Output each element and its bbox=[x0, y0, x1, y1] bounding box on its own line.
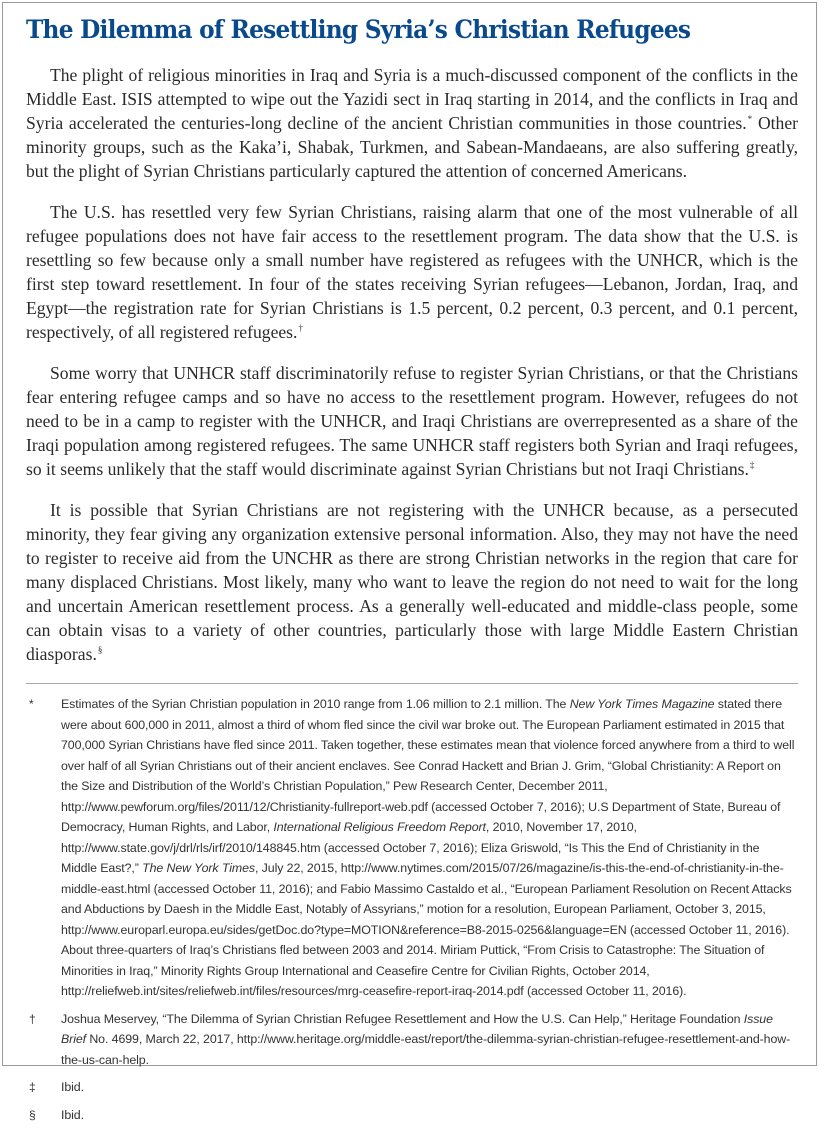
paragraph bbox=[26, 63, 798, 183]
footnote-segment: stated there were about 600,000 in 2011, almost a third of whom fled since the civil war broke out. The European Parliament estimated in 2015 that 700,000 Syrian Christians have fled since 2011. Taken together, these estimates mean that violence forced anywhere from a third to well over half of all Syrian Christians out of their ancient enclaves. See Conrad Hackett and Brian J. Grim, “Global Christianity: A Report on the Size and Distribution of the World’s Christian Population,” Pew Research Center, December 2011, http://www.pewforum.org/files/2011/12/Christianity-fullreport-web.pdf (accessed October 7, 2016); U.S Department of State, Bureau of Democracy, Human Rights, and Labor, bbox=[61, 697, 795, 834]
footnote-mark: § bbox=[29, 1107, 36, 1122]
footnote bbox=[26, 1009, 798, 1071]
footnote-text bbox=[61, 694, 798, 1002]
footnote-segment: Joshua Meservey, “The Dilemma of Syrian Christian Refugee Resettlement and How the U.S. Can Help,” Heritage Foundation bbox=[61, 1011, 744, 1026]
body-text bbox=[26, 63, 798, 666]
page-title: The Dilemma of Resettling Syria’s Christian Refugees bbox=[26, 15, 691, 44]
footnote-mark: † bbox=[29, 1011, 36, 1026]
footnote-text bbox=[61, 1077, 798, 1098]
footnote-text bbox=[61, 1105, 798, 1126]
footnote-text bbox=[61, 1009, 798, 1071]
paragraph-text: It is possible that Syrian Christians are not registering with the UNHCR because, as a persecuted minority, they fear giving any organization extensive personal information. Also, they may not have the need to register to receive aid from the UNCHR as there are strong Christian networks in the region that care for many displaced Christians. Most likely, many who want to leave the region do not need to wait for the long and uncertain American resettlement process. As a generally well-educated and middle-class people, some can obtain visas to a variety of other countries, particularly those with large Middle Eastern Christian diasporas. bbox=[26, 500, 798, 664]
footnotes bbox=[26, 694, 798, 1125]
footnote-segment: , July 22, 2015, http://www.nytimes.com/2015/07/26/magazine/is-this-the-end-of-christianity-in-the-middle-east.html (accessed October 11, 2016); and Fabio Massimo Castaldo et al., “European Parliament Resolution on Recent Attacks and Abductions by Daesh in the Middle East, Notably of Assyrians,” motion for a resolution, European Parliament, October 3, 2015, http://www.europarl.europa.eu/sides/getDoc.do?type=MOTION&reference=B8-2015-0256&language=EN (accessed October 11, 2016). About three-quarters of Iraq’s Christians fled between 2003 and 2014. Miriam Puttick, “From Crisis to Catastrophe: The Situation of Minorities in Iraq,” Minority Rights Group International and Ceasefire Centre for Civilian Rights, October 2014, http://reliefweb.int/sites/reliefweb.int/files/resources/mrg-ceasefire-report-iraq-2014.pdf (accessed October 11, 2016). bbox=[61, 861, 792, 998]
footnote-mark: ‡ bbox=[29, 1080, 36, 1094]
paragraph-text: The U.S. has resettled very few Syrian Christians, raising alarm that one of the most vulnerable of all refugee populations does not have fair access to the resettlement program. The data show that the U.S. is resettling so few because only a small number have registered as refugees with the UNHCR, which is the first step toward resettlement. In four of the states receiving Syrian refugees—Lebanon, Jordan, Iraq, and Egypt—the registration rate for Syrian Christians is 1.5 percent, 0.2 percent, 0.3 percent, and 0.1 percent, respectively, of all registered refugees. bbox=[26, 202, 798, 342]
citation-title: Issue Brief bbox=[61, 1011, 773, 1046]
citation-title: The New York Times bbox=[142, 861, 255, 875]
footnote-segment: Ibid. bbox=[61, 1107, 84, 1122]
footnote-segment: No. 4699, March 22, 2017, http://www.heritage.org/middle-east/report/the-dilemma-syrian-christian-refugee-resettlement-and-how-the-us-can-help. bbox=[61, 1032, 791, 1067]
paragraph-text: Some worry that UNHCR staff discriminatorily refuse to register Syrian Christians, or that the Christians fear entering refugee camps and so have no access to the resettlement program. However, refugees do not need to be in a camp to register with the UNHCR, and Iraqi Christians are overrepresented as a share of the Iraqi population among registered refugees. The same UNHCR staff registers both Syrian and Iraqi refugees, so it seems unlikely that the staff would discriminate against Syrian Christians but not Iraqi Christians. bbox=[26, 363, 798, 479]
footnote bbox=[26, 1077, 798, 1098]
paragraph bbox=[26, 498, 798, 666]
footnote-ref[interactable]: † bbox=[298, 323, 303, 333]
footnote-ref[interactable]: * bbox=[747, 114, 753, 124]
footnote bbox=[26, 1105, 798, 1126]
citation-title: International Religious Freedom Report bbox=[273, 820, 486, 834]
content bbox=[26, 13, 798, 1132]
footnote-mark: * bbox=[29, 697, 34, 711]
paragraph bbox=[26, 361, 798, 481]
footnote-ref[interactable]: ‡ bbox=[749, 460, 755, 470]
footnote-segment: , 2010, November 17, 2010, http://www.state.gov/j/drl/rls/irf/2010/148845.htm (accessed October 7, 2016); Eliza Griswold, “Is This the End of Christianity in the Middle East?,” bbox=[61, 820, 760, 875]
footnote-divider bbox=[26, 683, 798, 684]
footnote-ref[interactable]: § bbox=[97, 645, 103, 655]
footnote bbox=[26, 694, 798, 1002]
paragraph bbox=[26, 200, 798, 344]
citation-title: New York Times Magazine bbox=[569, 697, 715, 711]
paragraph-text: Other minority groups, such as the Kaka’i, Shabak, Turkmen, and Sabean-Mandaeans, are also suffering greatly, but the plight of Syrian Christians particularly captured the attention of concerned Americans. bbox=[26, 113, 799, 181]
footnote-segment: Estimates of the Syrian Christian population in 2010 range from 1.06 million to 2.1 million. The bbox=[61, 697, 570, 711]
sidebar-box bbox=[2, 2, 817, 1122]
paragraph-text: The plight of religious minorities in Iraq and Syria is a much-discussed component of the conflicts in the Middle East. ISIS attempted to wipe out the Yazidi sect in Iraq starting in 2014, and the conflicts in Iraq and Syria accelerated the centuries-long decline of the ancient Christian communities in those countries. bbox=[26, 65, 798, 133]
footnote-segment: Ibid. bbox=[61, 1080, 84, 1094]
